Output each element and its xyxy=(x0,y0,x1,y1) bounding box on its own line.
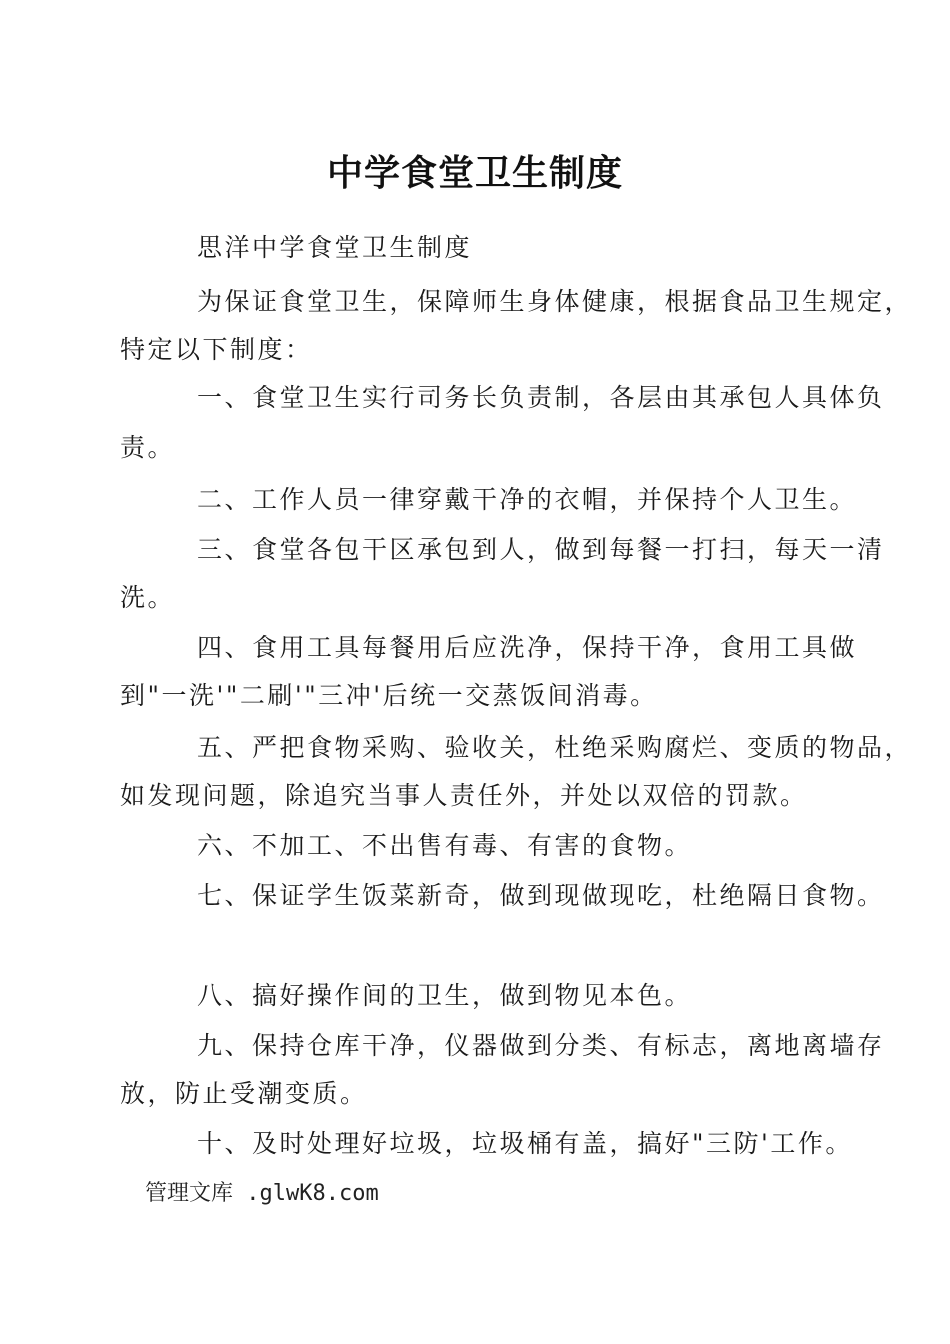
paragraph-line: 如发现问题，除追究当事人责任外，并处以双倍的罚款。 xyxy=(120,781,808,810)
paragraph-line: 八、搞好操作间的卫生，做到物见本色。 xyxy=(197,981,693,1010)
paragraph-line: 五、严把食物采购、验收关，杜绝采购腐烂、变质的物品， xyxy=(197,733,913,762)
paragraph-line: 九、保持仓库干净，仪器做到分类、有标志，离地离墙存 xyxy=(197,1031,885,1060)
paragraph-line: 三、食堂各包干区承包到人，做到每餐一打扫，每天一清 xyxy=(197,535,885,564)
paragraph-line: 为保证食堂卫生，保障师生身体健康，根据食品卫生规定， xyxy=(197,287,913,316)
subtitle-line: 思洋中学食堂卫生制度 xyxy=(197,233,473,262)
paragraph-line: 一、食堂卫生实行司务长负责制，各层由其承包人具体负 xyxy=(197,383,885,412)
paragraph-line: 四、食用工具每餐用后应洗净，保持干净，食用工具做 xyxy=(197,633,858,662)
footer-watermark: 管理文库 .glwK8.com xyxy=(145,1181,379,1206)
paragraph-line: 责。 xyxy=(120,433,176,462)
paragraph-line: 二、工作人员一律穿戴干净的衣帽，并保持个人卫生。 xyxy=(197,485,858,514)
paragraph-line: 到"一洗'"二刷'"三冲'后统一交蒸饭间消毒。 xyxy=(120,681,658,710)
paragraph-line: 放，防止受潮变质。 xyxy=(120,1079,368,1108)
paragraph-line: 十、及时处理好垃圾，垃圾桶有盖，搞好"三防'工作。 xyxy=(197,1129,853,1158)
paragraph-line: 特定以下制度： xyxy=(120,335,313,364)
paragraph-line: 洗。 xyxy=(120,583,176,612)
paragraph-line: 六、不加工、不出售有毒、有害的食物。 xyxy=(197,831,693,860)
document-title: 中学食堂卫生制度 xyxy=(326,152,623,194)
paragraph-line: 七、保证学生饭菜新奇，做到现做现吃，杜绝隔日食物。 xyxy=(197,881,885,910)
